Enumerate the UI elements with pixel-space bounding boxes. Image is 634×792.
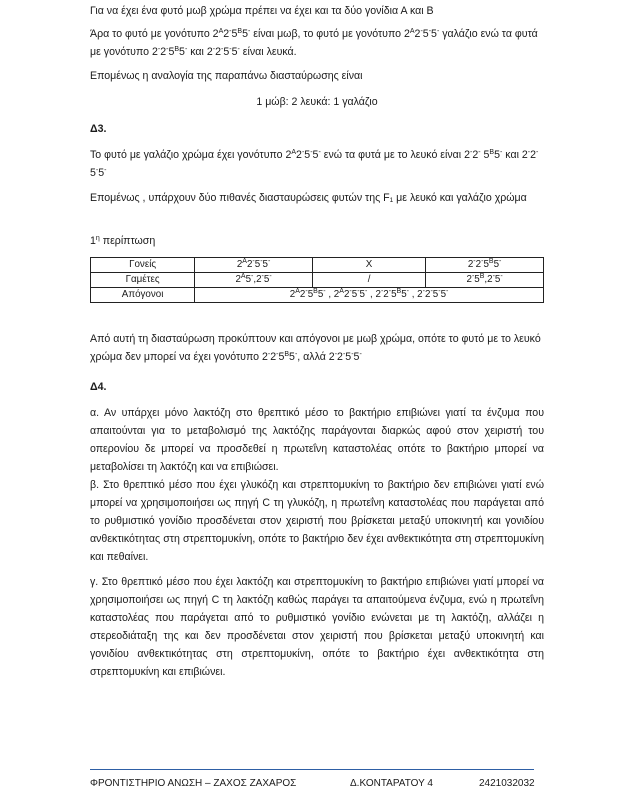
d3-paragraph: Το φυτό με γαλάζιο χρώμα έχει γονότυπο $2^A2^-5^-5^-$ ενώ τα φυτά με το λευκό είναι 2-2- $5^B5^-$ και 2-2-5-5- — [90, 149, 539, 179]
ratio-line: 1 μώβ: 2 λευκά: 1 γαλάζιο — [256, 96, 378, 108]
table-cell: Γονείς — [91, 258, 195, 273]
footer-phone: 2421032032 — [479, 778, 535, 789]
table-cell: $2^-2^-5^B5^-$ — [426, 258, 544, 273]
table-row — [91, 258, 544, 273]
table-cell: $2^-5^B,2^-5^-$ — [426, 273, 544, 288]
ratio-intro: Επομένως η αναλογία της παραπάνω διασταύρωσης είναι — [90, 70, 363, 82]
genotype-paragraph: Άρα το φυτό με γονότυπο $2^A2^-5^B5^-$ είναι μωβ, το φυτό με γονότυπο $2^A2^-5^-5^-$ γαλάζιο ενώ τα φυτά με γονότυπο $2^-2^-5^B5^-$ και 2-2-5-5- είναι λευκά. — [90, 28, 538, 58]
table-cell: $2^A2^-5^-5^-$ — [195, 258, 313, 273]
answer-c-paragraph: γ. Στο θρεπτικό μέσο που έχει λακτόζη και στρεπτομυκίνη το βακτήριο επιβιώνει γιατί μπορεί να χρησιμοποιήσει ως πηγή C τη λακτόζη καθώς παράγει τα απαιτούμενα ένζυμα, ενώ η πρωτεΐνη καταστολέας που παράγεται από το ρυθμιστικό γονίδιο ενώνεται με τη λακτόζη, αλλάζει η στερεοδιάταξη της και δεν προσδένεται στον χειριστή που βρίσκεται μεταξύ υποκινητή και γονιδίου ανθεκτικότητας στη στρεπτομυκίνη, οπότε το βακτήριο έχει ανθεκτικότητα στη στρεπτομυκίνη και επιβιώνει. — [90, 576, 544, 678]
cross-table — [90, 257, 544, 303]
table-row — [91, 288, 544, 303]
answer-a-paragraph: α. Αν υπάρχει μόνο λακτόζη στο θρεπτικό μέσο το βακτήριο επιβιώνει γιατί τα ένζυμα που απαιτούνται για το μεταβολισμό της λακτόζης παράγονται διαρκώς αφού στον χειριστή του οπερονίου δε μπορεί να προσδεθεί η πρωτεΐνη καταστολέας οπότε το βακτήριο μπορεί να μεταβολίσει τη λακτόζη και να επιβιώσει. — [90, 407, 544, 473]
table-cell: X — [312, 258, 425, 273]
table-cell: $2^A2^-5^B5^-$ , $2^A2^-5^-5^-$ , $2^-2^-5^B5^-$ , 2-2-5-5- — [195, 288, 544, 303]
table-cell: / — [312, 273, 425, 288]
footer-divider — [90, 769, 534, 770]
crosses-paragraph: Επομένως , υπάρχουν δύο πιθανές διασταυρώσεις φυτών της F₁ με λευκό και γαλάζιο χρώμα — [90, 192, 527, 204]
table-row — [91, 273, 544, 288]
footer-address: Δ.ΚΟΝΤΑΡΑΤΟΥ 4 — [350, 778, 433, 789]
answer-b-paragraph: β. Στο θρεπτικό μέσο που έχει γλυκόζη και στρεπτομυκίνη το βακτήριο δεν επιβιώνει γιατί ενώ μπορεί να χρησιμοποιήσει ως πηγή C τη γλυκόζη, η πρωτεΐνη καταστολέας που παράγεται από το ρυθμιστικό γονίδιο προσδένεται στον χειριστή που βρίσκεται μεταξύ υποκινητή και γονιδίου ανθεκτικότητας στη στρεπτομυκίνη, οπότε το βακτήριο δεν έχει ανθεκτικότητα στη στρεπτομυκίνη και πεθαίνει. — [90, 479, 544, 563]
table-cell: Γαμέτες — [91, 273, 195, 288]
footer-school: ΦΡΟΝΤΙΣΤΗΡΙΟ ΑΝΩΣΗ – ΖΑΧΟΣ ΖΑΧΑΡΟΣ — [90, 778, 297, 789]
table-cell: $2^A5^-,2^-5^-$ — [195, 273, 313, 288]
table-cell: Απόγονοι — [91, 288, 195, 303]
intro-line: Για να έχει ένα φυτό μωβ χρώμα πρέπει να έχει και τα δύο γονίδια Α και Β — [90, 5, 434, 17]
case-label: $1^\eta$ περίπτωση — [90, 235, 156, 247]
conclusion-paragraph: Από αυτή τη διασταύρωση προκύπτουν και απόγονοι με μωβ χρώμα, οπότε το φυτό με το λευκό χρώμα δεν μπορεί να έχει γονότυπο $2^-2^-5^B5^-$, αλλά 2-2-5-5- — [90, 333, 541, 363]
section-d4-heading: Δ4. — [90, 381, 107, 393]
section-d3-heading: Δ3. — [90, 123, 107, 135]
